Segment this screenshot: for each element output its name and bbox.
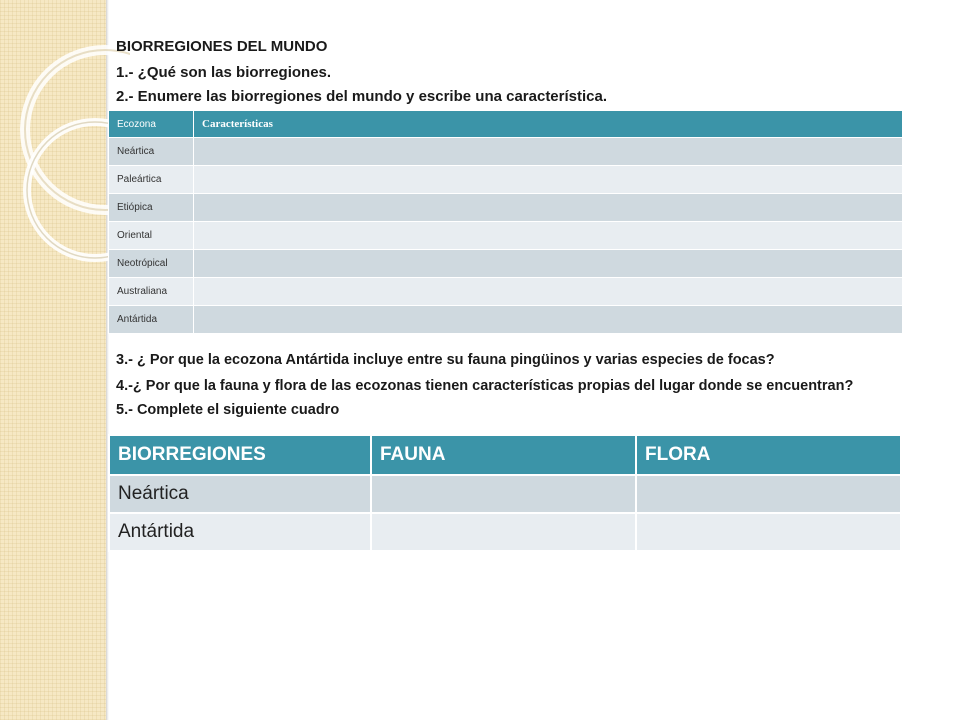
question-3: 3.- ¿ Por que la ecozona Antártida incluye entre su fauna pingüinos y varias especies de focas? [116,352,775,368]
ecozone-antartida: Antártida [109,306,194,334]
ecozone-oriental: Oriental [109,222,194,250]
bioregion-table-header [109,435,901,475]
question-2: 2.- Enumere las biorregiones del mundo y escribe una característica. [116,88,608,105]
fauna-cell[interactable] [371,475,636,513]
table-row [109,194,903,222]
table-row [109,306,903,334]
ecozone-neotropical: Neotrópical [109,250,194,278]
characteristic-cell[interactable] [194,306,903,334]
header-caracteristicas: Características [194,111,903,138]
ecozone-neartica: Neártica [109,138,194,166]
table-row [109,475,901,513]
characteristic-cell[interactable] [194,278,903,306]
characteristic-cell[interactable] [194,250,903,278]
fauna-cell[interactable] [371,513,636,551]
flora-cell[interactable] [636,475,901,513]
characteristic-cell[interactable] [194,138,903,166]
bioregion-neartica: Neártica [109,475,371,513]
ecozone-etiopica: Etiópica [109,194,194,222]
table-row [109,250,903,278]
question-1: 1.- ¿Qué son las biorregiones. [116,64,332,81]
ecozone-australiana: Australiana [109,278,194,306]
bioregion-table [108,434,902,552]
header-flora: FLORA [636,435,901,475]
page-title: BIORREGIONES DEL MUNDO [116,38,328,55]
bioregion-antartida: Antártida [109,513,371,551]
ecozone-paleartica: Paleártica [109,166,194,194]
flora-cell[interactable] [636,513,901,551]
header-ecozona: Ecozona [109,111,194,138]
characteristic-cell[interactable] [194,222,903,250]
header-fauna: FAUNA [371,435,636,475]
table-row [109,278,903,306]
table-row [109,166,903,194]
ecozone-table-header [109,111,903,138]
header-biorregiones: BIORREGIONES [109,435,371,475]
characteristic-cell[interactable] [194,194,903,222]
question-4: 4.-¿ Por que la fauna y flora de las ecozonas tienen características propias del lugar donde se encuentran? [116,378,854,394]
table-row [109,513,901,551]
ecozone-table [108,110,903,334]
table-row [109,222,903,250]
table-row [109,138,903,166]
question-5: 5.- Complete el siguiente cuadro [116,402,340,418]
characteristic-cell[interactable] [194,166,903,194]
